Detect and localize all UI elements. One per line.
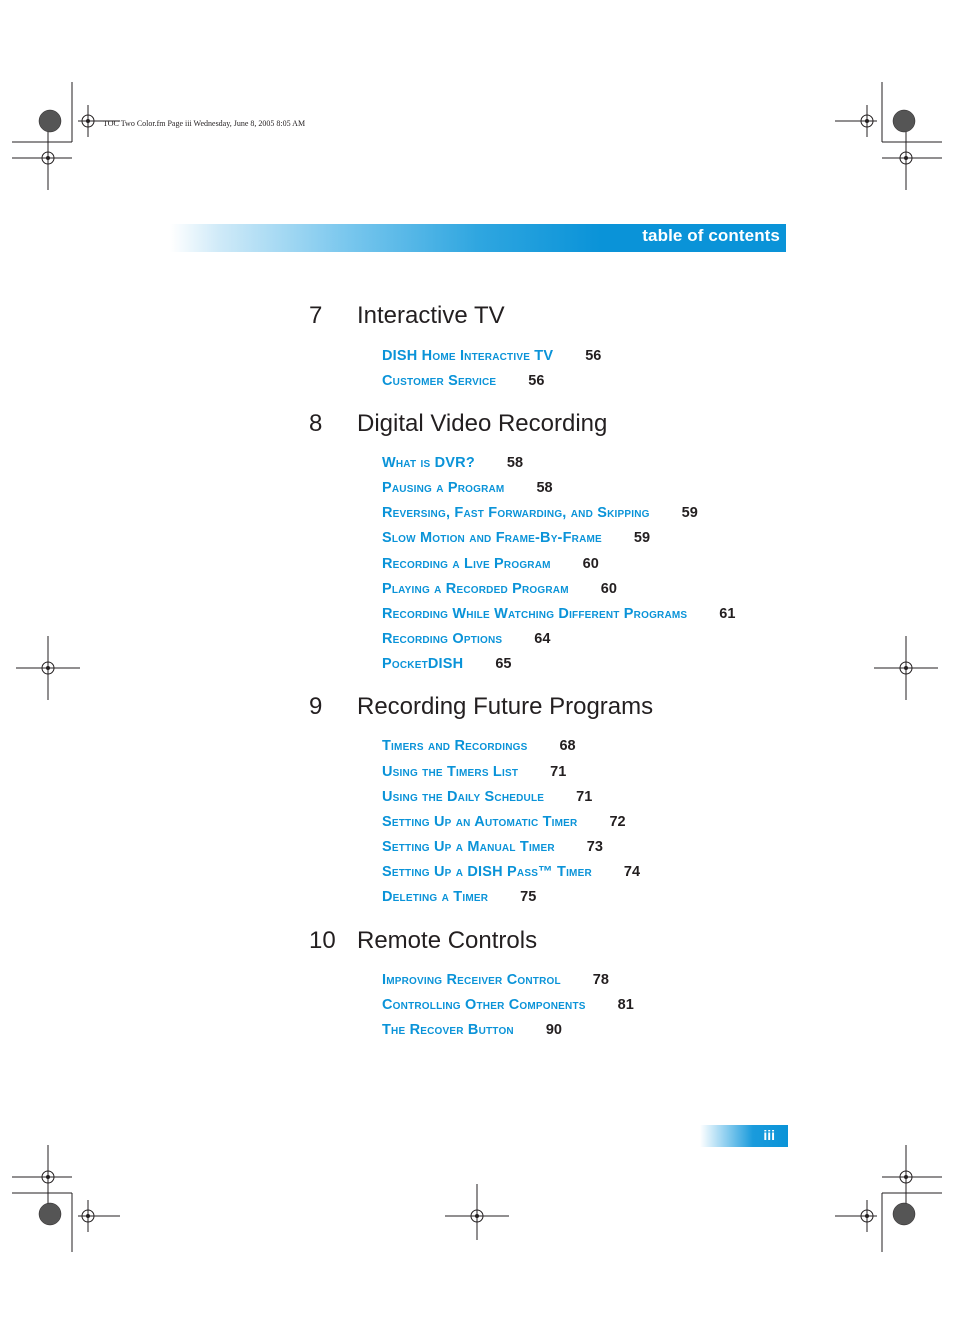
toc-entry-title[interactable]: Customer Service: [382, 373, 497, 389]
toc-entry-page: 78: [592, 972, 609, 988]
toc-entry[interactable]: [382, 814, 626, 834]
page-title: table of contents: [642, 226, 780, 245]
chapter-title: Digital Video Recording: [357, 410, 608, 437]
toc-entry[interactable]: [382, 738, 576, 758]
chapter-title: Interactive TV: [357, 302, 505, 329]
toc-entry-page: 58: [536, 480, 553, 496]
toc-entry-title[interactable]: Setting Up an Automatic Timer: [382, 814, 578, 830]
toc-entry-title[interactable]: What is DVR?: [382, 455, 475, 471]
toc-entry-title[interactable]: Recording a Live Program: [382, 556, 551, 572]
toc-entry-page: 61: [719, 606, 736, 622]
chapter-number: 9: [309, 693, 323, 720]
toc-entry-title[interactable]: Setting Up a Manual Timer: [382, 839, 555, 855]
chapter-heading: [309, 693, 653, 723]
header-band: [170, 224, 786, 252]
chapter-number: 7: [309, 302, 323, 329]
toc-entry[interactable]: [382, 480, 553, 500]
toc-entry-page: 56: [585, 348, 602, 364]
toc-entry-title[interactable]: Pausing a Program: [382, 480, 505, 496]
toc-entry-title[interactable]: Controlling Other Components: [382, 997, 586, 1013]
toc-entry-title[interactable]: Recording While Watching Different Programs: [382, 606, 688, 622]
toc-entry-page: 64: [534, 631, 551, 647]
toc-entry-page: 74: [623, 864, 641, 880]
toc-entry[interactable]: [382, 789, 592, 809]
toc-entry[interactable]: [382, 997, 634, 1017]
toc-entry-page: 73: [586, 839, 603, 855]
toc-entry-page: 59: [681, 505, 698, 521]
toc-entry-page: 90: [545, 1022, 562, 1038]
page-number: iii: [763, 1127, 775, 1143]
toc-entry-page: 71: [576, 789, 593, 805]
toc-entry[interactable]: [382, 606, 735, 626]
chapter-heading: [309, 410, 607, 440]
toc-entry-title[interactable]: Reversing, Fast Forwarding, and Skipping: [382, 505, 650, 521]
toc-entry[interactable]: [382, 889, 536, 909]
toc-entry[interactable]: [382, 764, 566, 784]
chapter-number: 8: [309, 410, 323, 437]
toc-entry-page: 60: [600, 581, 617, 597]
chapter-title: Recording Future Programs: [357, 693, 654, 720]
toc-entry[interactable]: [382, 505, 698, 525]
toc-entry-title[interactable]: Using the Timers List: [382, 764, 519, 780]
toc-entry[interactable]: [382, 530, 650, 550]
toc-entry-page: 68: [559, 738, 576, 754]
toc-entry-page: 59: [633, 530, 651, 546]
toc-entry-title[interactable]: Using the Daily Schedule: [382, 789, 545, 805]
toc-entry-title[interactable]: Playing a Recorded Program: [382, 581, 569, 597]
toc-entry-title[interactable]: Slow Motion and Frame-By-Frame: [382, 530, 602, 546]
toc-entry-title[interactable]: Recording Options: [382, 631, 503, 647]
toc-entry[interactable]: [382, 839, 603, 859]
toc-entry[interactable]: [382, 455, 523, 475]
toc-entry-page: 81: [617, 997, 634, 1013]
toc-entry-page: 56: [528, 373, 545, 389]
chapter-number: 10: [309, 927, 336, 954]
toc-entry[interactable]: [382, 656, 511, 676]
toc-entry-page: 75: [520, 889, 537, 905]
toc-entry-page: 72: [609, 814, 626, 830]
toc-entry-page: 58: [506, 455, 524, 471]
toc-entry[interactable]: [382, 581, 617, 601]
toc-entry-title[interactable]: Setting Up a DISH Pass™ Timer: [382, 864, 592, 880]
toc-entry-title[interactable]: PocketDISH: [382, 656, 464, 672]
toc-entry-title[interactable]: Deleting a Timer: [382, 889, 489, 905]
toc-entry[interactable]: [382, 631, 550, 651]
toc-entry-page: 65: [495, 656, 512, 672]
toc-entry[interactable]: [382, 972, 609, 992]
page-number-band: [700, 1125, 788, 1147]
chapter-title: Remote Controls: [357, 927, 538, 954]
toc-entry-title[interactable]: DISH Home Interactive TV: [382, 348, 554, 364]
toc-entry-page: 71: [550, 764, 567, 780]
print-slug: TOC Two Color.fm Page iii Wednesday, June 8, 2005 8:05 AM: [103, 119, 306, 128]
chapter-heading: [309, 302, 505, 332]
toc-entry-page: 60: [582, 556, 599, 572]
toc-entry[interactable]: [382, 556, 599, 576]
toc-entry[interactable]: [382, 1022, 562, 1042]
toc-entry-title[interactable]: Timers and Recordings: [382, 738, 528, 754]
toc-entry-title[interactable]: Improving Receiver Control: [382, 972, 561, 988]
toc-entry[interactable]: [382, 864, 640, 884]
chapter-heading: [309, 927, 537, 957]
toc-entry[interactable]: [382, 348, 601, 368]
toc-entry-title[interactable]: The Recover Button: [382, 1022, 514, 1038]
toc-entry[interactable]: [382, 373, 544, 393]
